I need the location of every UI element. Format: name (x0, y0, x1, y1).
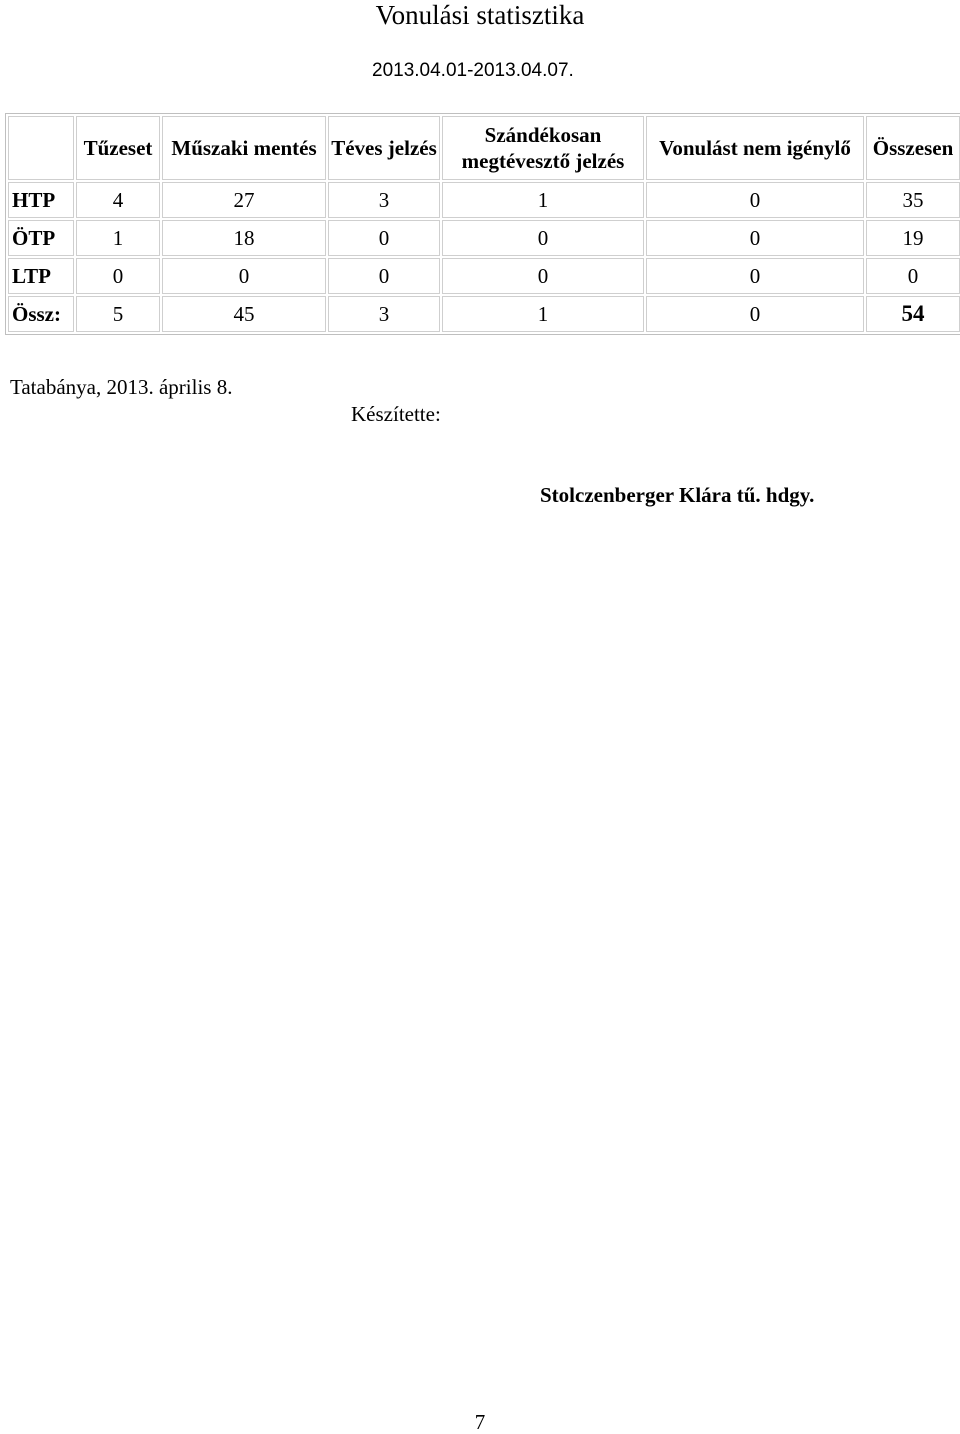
row-label: HTP (8, 182, 74, 218)
column-header-corner (8, 116, 74, 180)
prepared-by-label: Készítette: (351, 402, 441, 426)
table-cell: 19 (866, 220, 960, 256)
column-header-fire: Tűzeset (76, 116, 160, 180)
column-header-false-alarm: Téves jelzés (328, 116, 440, 180)
table-cell: 0 (442, 258, 644, 294)
table-row-ltp (8, 258, 960, 294)
table-row-htp (8, 182, 960, 218)
row-label: LTP (8, 258, 74, 294)
signer-name: Stolczenberger Klára tű. hdgy. (540, 483, 815, 507)
table-header-row (8, 116, 960, 180)
page-number: 7 (474, 1410, 486, 1434)
column-header-no-dispatch-needed: Vonulást nem igénylő (646, 116, 864, 180)
table-cell: 45 (162, 296, 326, 332)
place-and-date: Tatabánya, 2013. április 8. (10, 375, 233, 399)
table-cell: 4 (76, 182, 160, 218)
table-cell: 0 (442, 220, 644, 256)
table-cell: 0 (76, 258, 160, 294)
table-cell: 3 (328, 296, 440, 332)
table-cell: 0 (162, 258, 326, 294)
column-header-technical-rescue: Műszaki mentés (162, 116, 326, 180)
table-cell: 1 (442, 296, 644, 332)
statistics-table (5, 113, 960, 335)
table-cell: 0 (646, 220, 864, 256)
table-cell: 0 (646, 296, 864, 332)
table-cell: 0 (328, 258, 440, 294)
row-label: Össz: (8, 296, 74, 332)
table-cell: 0 (866, 258, 960, 294)
table-cell: 1 (442, 182, 644, 218)
page-title: Vonulási statisztika (375, 0, 585, 30)
table-cell: 3 (328, 182, 440, 218)
table-cell: 1 (76, 220, 160, 256)
table-cell: 35 (866, 182, 960, 218)
column-header-malicious-alarm: Szándékosan megtévesztő jelzés (442, 116, 644, 180)
table-cell: 27 (162, 182, 326, 218)
grand-total-cell: 54 (866, 296, 960, 332)
table-cell: 0 (646, 258, 864, 294)
table-cell: 5 (76, 296, 160, 332)
report-period: 2013.04.01-2013.04.07. (372, 60, 574, 81)
table-cell: 0 (646, 182, 864, 218)
column-header-total: Összesen (866, 116, 960, 180)
row-label: ÖTP (8, 220, 74, 256)
table-cell: 0 (328, 220, 440, 256)
table-row-total (8, 296, 960, 332)
table-cell: 18 (162, 220, 326, 256)
table-row-otp (8, 220, 960, 256)
